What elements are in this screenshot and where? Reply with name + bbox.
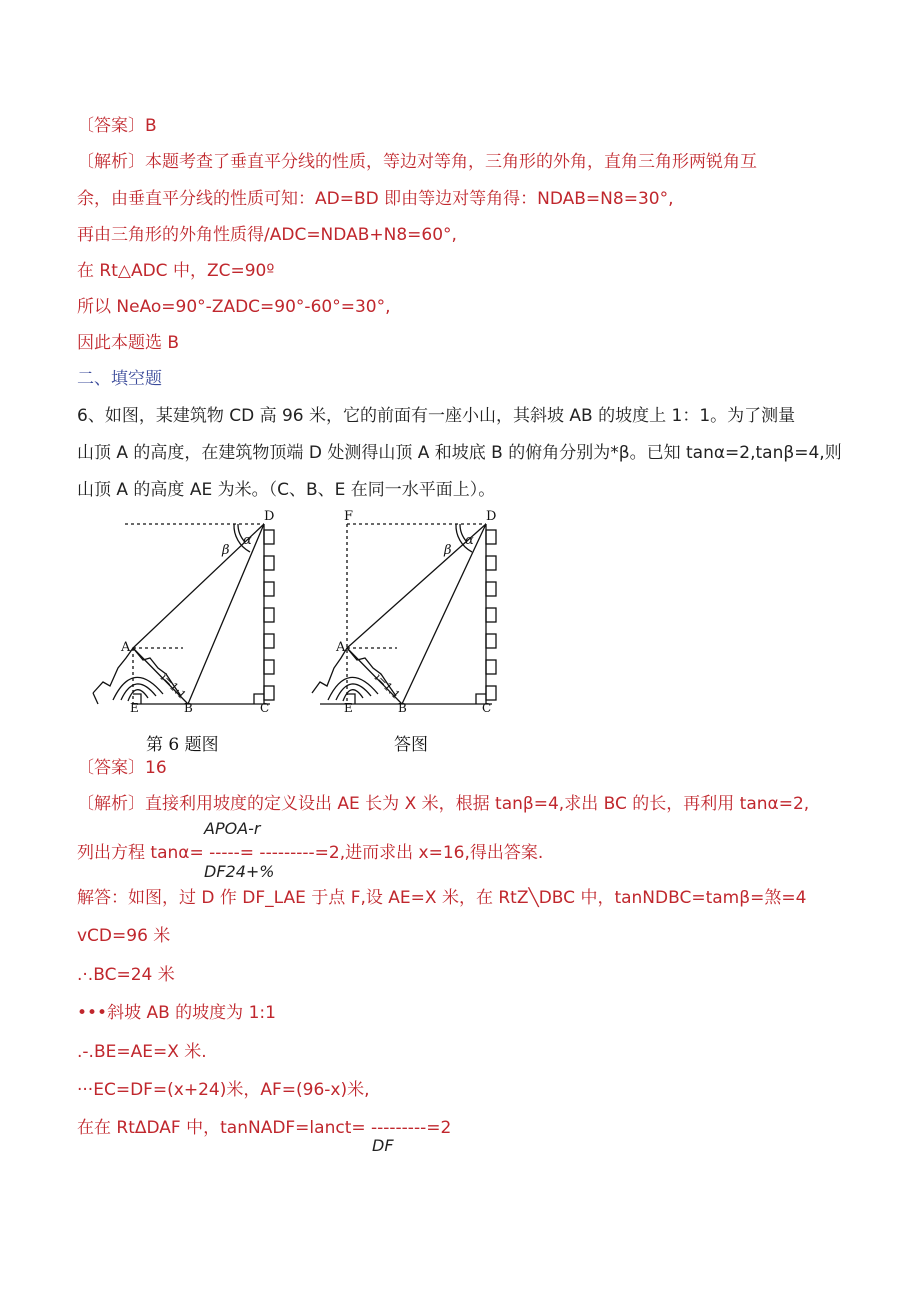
- q5-analysis-line-2: 余，由垂直平分线的性质可知：AD=BD 即由等边对等角得：NDAB=N8=30°,: [77, 189, 674, 209]
- q5-analysis-line-3: 再由三角形的外角性质得∕ADC=NDAB+N8=60°,: [77, 225, 457, 245]
- label-e: E: [130, 701, 139, 713]
- q6-analysis-line-1: 〔解析〕直接利用坡度的定义设出 AE 长为 X 米，根据 tanβ=4,求出 BC 的长，再利用 tanα=2,: [77, 794, 810, 814]
- q6-answer-figure: [310, 508, 520, 713]
- window-5: [486, 634, 496, 648]
- figure-caption-left: 第 6 题图: [146, 735, 219, 755]
- window-1: [486, 530, 496, 544]
- hill-contour-1: [113, 677, 163, 700]
- label-b: B: [398, 701, 407, 713]
- label-d: D: [486, 509, 497, 524]
- q6-solution-line-7: 在在 RtΔDAF 中，tanNADF=lanct= ---------=2: [77, 1118, 452, 1138]
- window-4: [264, 608, 274, 622]
- label-f: F: [344, 509, 354, 524]
- label-d: D: [264, 509, 275, 524]
- q6-solution-line-2: vCD=96 米: [77, 926, 171, 946]
- q5-analysis-line-1: 〔解析〕本题考查了垂直平分线的性质，等边对等角，三角形的外角，直角三角形两锐角互: [77, 152, 757, 172]
- window-6: [486, 660, 496, 674]
- q6-analysis-line-2: 列出方程 tanα= -----= ---------=2,进而求出 x=16,得出答案.: [77, 843, 544, 863]
- window-4: [486, 608, 496, 622]
- q5-analysis-line-5: 所以 NeAo=90°-ZADC=90°-60°=30°,: [77, 297, 391, 317]
- q6-solution-line-3: .·.BC=24 米: [77, 965, 175, 985]
- hill-contour-3: [343, 690, 363, 701]
- window-3: [264, 582, 274, 596]
- solution-fraction-denominator: DF: [372, 1136, 394, 1155]
- hill-contour-2: [336, 684, 371, 700]
- fraction-denominator: DF24+%: [204, 862, 275, 881]
- q5-answer: 〔答案〕B: [77, 116, 157, 136]
- hill-contour-2: [121, 684, 156, 700]
- window-3: [486, 582, 496, 596]
- fraction-numerator: APOA-r: [204, 819, 261, 838]
- window-1: [264, 530, 274, 544]
- label-beta: β: [222, 543, 230, 558]
- q6-figure: [88, 508, 298, 713]
- label-e: E: [344, 701, 353, 713]
- q6-solution-line-4: •••斜坡 AB 的坡度为 1:1: [77, 1003, 276, 1023]
- label-alpha: α: [243, 533, 252, 548]
- q6-stem-line-2: 山顶 A 的高度，在建筑物顶端 D 处测得山顶 A 和坡底 B 的俯角分别为*β。已知 tanα=2,tanβ=4,则: [77, 443, 842, 463]
- section-title: 二、填空题: [77, 369, 162, 389]
- q6-answer: 〔答案〕16: [77, 758, 167, 778]
- label-a: A: [336, 640, 346, 655]
- label-b: B: [184, 701, 193, 713]
- window-2: [264, 556, 274, 570]
- window-5: [264, 634, 274, 648]
- q6-stem-line-1: 6、如图，某建筑物 CD 高 96 米，它的前面有一座小山，其斜坡 AB 的坡度上 1：1。为了测量: [77, 406, 796, 426]
- label-alpha: α: [465, 533, 474, 548]
- window-7: [264, 686, 274, 700]
- window-6: [264, 660, 274, 674]
- label-c: C: [260, 701, 270, 713]
- hill-contour-3: [128, 690, 148, 701]
- q6-solution-line-1: 解答：如图，过 D 作 DF_LAE 于点 F,设 AE=X 米，在 RtZ╲DBC 中，tanNDBC=tamβ=煞=4: [77, 888, 807, 908]
- label-slope: i=1:1: [157, 670, 189, 702]
- label-beta: β: [444, 543, 452, 558]
- window-7: [486, 686, 496, 700]
- label-slope: i=1:1: [371, 670, 403, 702]
- hill-left-edge: [93, 693, 98, 704]
- label-c: C: [482, 701, 492, 713]
- q5-analysis-line-6: 因此本题选 B: [77, 333, 180, 353]
- label-a: A: [121, 640, 131, 655]
- q6-stem-line-3: 山顶 A 的高度 AE 为米。（C、B、E 在同一水平面上）。: [77, 480, 496, 500]
- q6-solution-line-6: ···EC=DF=(x+24)米，AF=(96-x)米,: [77, 1080, 370, 1100]
- window-2: [486, 556, 496, 570]
- figure-caption-right: 答图: [394, 735, 428, 755]
- q6-solution-line-5: .-.BE=AE=X 米.: [77, 1042, 207, 1062]
- q5-analysis-line-4: 在 Rt△ADC 中，ZC=90º: [77, 261, 275, 281]
- hill-contour-1: [328, 677, 378, 700]
